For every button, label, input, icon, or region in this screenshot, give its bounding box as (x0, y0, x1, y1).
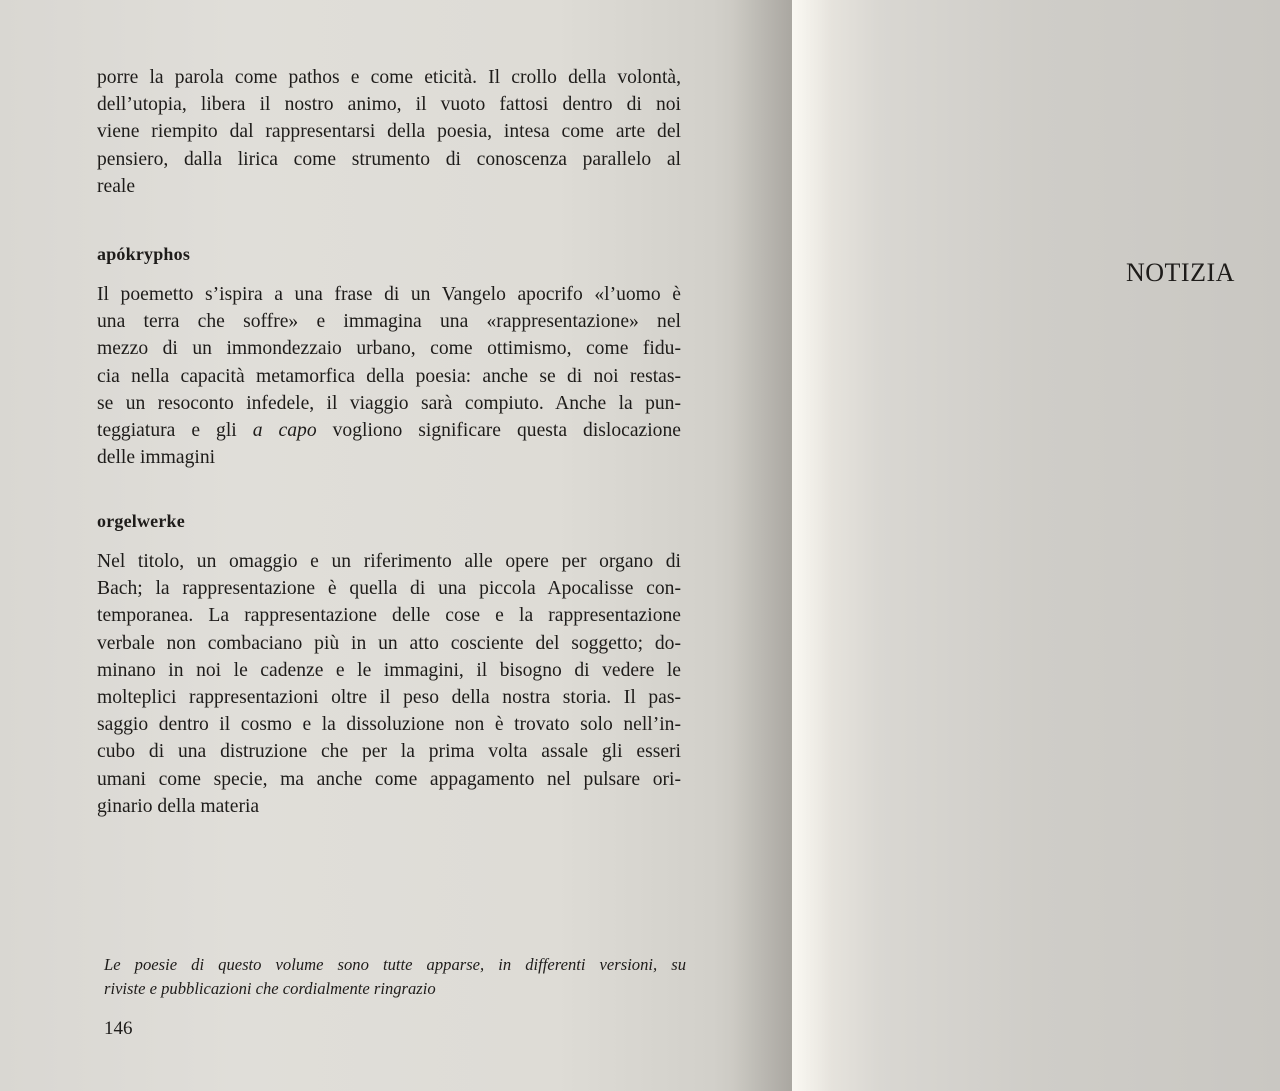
section-heading-orgelwerke: orgelwerke (97, 511, 185, 531)
text-line: verbale non combaciano più in un atto cosciente del soggetto; do- (97, 632, 681, 654)
text-line: se un resoconto infedele, il viaggio sarà compiuto. Anche la pun- (97, 392, 681, 414)
page-number: 146 (104, 1018, 133, 1039)
text-line: Il poemetto s’ispira a una frase di un Vangelo apocrifo «l’uomo è (97, 284, 681, 305)
text-line: porre la parola come pathos e come eticità. Il crollo della volontà, (97, 67, 681, 88)
text-line: minano in noi le cadenze e le immagini, il bisogno di vedere le (97, 659, 681, 681)
section-title-notizia: NOTIZIA (1126, 258, 1235, 287)
text-line: umani come specie, ma anche come appagamento nel pulsare ori- (97, 768, 681, 790)
text-line: Bach; la rappresentazione è quella di una piccola Apocalisse con- (97, 578, 681, 600)
section-heading-apokryphos: apókryphos (97, 244, 191, 264)
text-line: viene riempito dal rappresentarsi della poesia, intesa come arte del (97, 121, 681, 143)
text-line: saggio dentro il cosmo e la dissoluzione non è trovato solo nell’in- (97, 714, 681, 736)
footnote (104, 953, 686, 1001)
text-line: temporanea. La rappresentazione delle cose e la rappresentazione (97, 605, 681, 627)
intro-paragraph (97, 64, 681, 200)
text-line-with-italic: teggiatura e gli a capo vogliono significare questa dislocazione (97, 420, 681, 442)
footnote-line: Le poesie di questo volume sono tutte apparse, in differenti versioni, su (104, 955, 686, 974)
text-line: molteplici rappresentazioni oltre il peso della nostra storia. Il pas- (97, 687, 681, 709)
text-line: mezzo di un immondezzaio urbano, come ottimismo, come fidu- (97, 338, 681, 360)
text-line: una terra che soffre» e immagina una «rappresentazione» nel (97, 311, 681, 333)
footnote-line: riviste e pubblicazioni che cordialmente ringrazio (104, 979, 436, 998)
text-line: cia nella capacità metamorfica della poesia: anche se di noi restas- (97, 365, 681, 387)
orgelwerke-paragraph (97, 548, 681, 820)
text-line: pensiero, dalla lirica come strumento di conoscenza parallelo al (97, 148, 681, 170)
text-line: delle immagini (97, 447, 216, 469)
text-line: reale (97, 175, 136, 197)
text-line: ginario della materia (97, 795, 260, 817)
apokryphos-paragraph (97, 281, 681, 471)
text-line: Nel titolo, un omaggio e un riferimento alle opere per organo di (97, 551, 681, 572)
right-page (792, 0, 1280, 1091)
italic-phrase: a capo (252, 420, 317, 442)
text-line: cubo di una distruzione che per la prima volta assale gli esseri (97, 741, 681, 763)
text-line: dell’utopia, libera il nostro animo, il vuoto fattosi dentro di noi (97, 94, 681, 116)
